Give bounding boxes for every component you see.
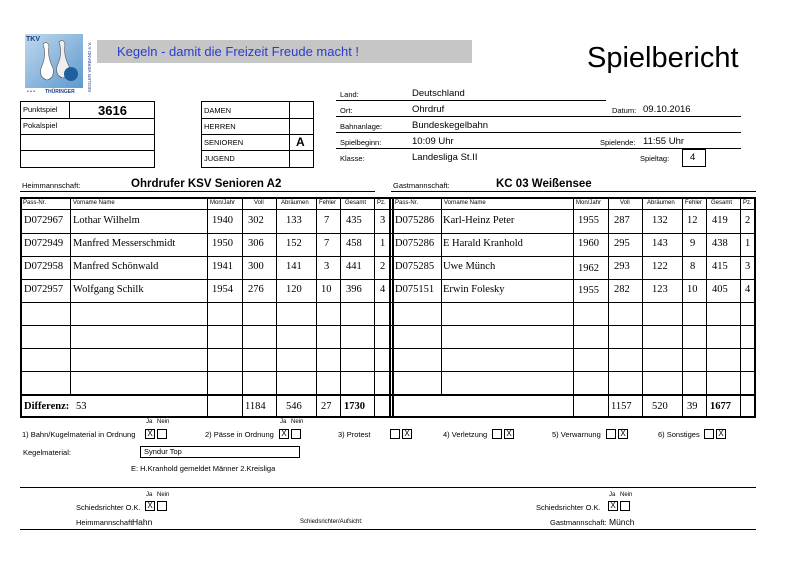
footer-heim-label: Heimmannschaft: bbox=[76, 518, 135, 527]
slogan-text: Kegeln - damit die Freizeit Freude macht ! bbox=[117, 44, 360, 59]
col-abr-guest: Abräumen bbox=[647, 200, 675, 206]
home-player-name: Wolfgang Schilk bbox=[73, 284, 144, 295]
guest-voll: 293 bbox=[614, 261, 630, 272]
col-fehler-guest: Fehler bbox=[685, 200, 703, 206]
guest-year: 1955 bbox=[578, 285, 599, 296]
page-title: Spielbericht bbox=[587, 42, 739, 74]
datum-value: 09.10.2016 bbox=[643, 104, 691, 115]
guest-voll: 282 bbox=[614, 284, 630, 295]
home-abr: 141 bbox=[286, 261, 302, 272]
home-year: 1941 bbox=[212, 261, 233, 272]
guest-pass: D075286 bbox=[395, 238, 435, 249]
home-abr: 120 bbox=[286, 284, 302, 295]
home-fehler: 7 bbox=[324, 215, 330, 226]
guest-team-name: KC 03 Weißensee bbox=[496, 178, 592, 190]
nein-label: Nein bbox=[157, 419, 170, 425]
home-pass: D072949 bbox=[24, 238, 64, 249]
guest-gesamt: 415 bbox=[712, 261, 728, 272]
cat-senioren: SENIOREN bbox=[204, 138, 244, 147]
diff-value: 53 bbox=[76, 401, 87, 412]
home-player-name: Manfred Messerschmidt bbox=[73, 238, 176, 249]
match-type-box bbox=[20, 101, 155, 168]
remark-text: E: H.Kranhold gemeldet Männer 2.Kreisliga bbox=[131, 464, 276, 473]
home-voll: 306 bbox=[248, 238, 264, 249]
nein-label: Nein bbox=[157, 492, 170, 498]
guest-voll: 295 bbox=[614, 238, 630, 249]
col-fehler: Fehler bbox=[319, 200, 337, 206]
logo-graphic bbox=[25, 30, 95, 94]
home-player-name: Manfred Schönwald bbox=[73, 261, 159, 272]
guest-abr: 123 bbox=[652, 284, 668, 295]
home-pass: D072967 bbox=[24, 215, 64, 226]
footer-gast-value: Münch bbox=[609, 517, 635, 527]
sr-ok-home-label: Schiedsrichter O.K. bbox=[76, 503, 141, 512]
punktspiel-value: 3616 bbox=[98, 103, 127, 118]
home-year: 1940 bbox=[212, 215, 233, 226]
col-pass-guest: Pass-Nr. bbox=[395, 200, 419, 206]
col-abr: Abräumen bbox=[281, 200, 309, 206]
material-field bbox=[140, 446, 300, 458]
home-fehler: 3 bbox=[324, 261, 330, 272]
col-name: Vorname Name bbox=[73, 200, 115, 206]
ende-label: Spielende: bbox=[600, 138, 636, 147]
spieltag-value: 4 bbox=[690, 152, 696, 163]
home-pz: 4 bbox=[380, 284, 386, 295]
guest-pass: D075285 bbox=[395, 261, 435, 272]
sr-ok-guest-label: Schiedsrichter O.K. bbox=[536, 503, 601, 512]
nein-label: Nein bbox=[620, 492, 633, 498]
home-total-voll: 1184 bbox=[245, 401, 266, 412]
guest-total-fehler: 39 bbox=[687, 401, 698, 412]
guest-voll: 287 bbox=[614, 215, 630, 226]
guest-total-abr: 520 bbox=[652, 401, 668, 412]
ja-label: Ja bbox=[280, 419, 287, 425]
col-voll-guest: Voll bbox=[620, 200, 630, 206]
punktspiel-label: Punktspiel bbox=[23, 105, 58, 114]
guest-year: 1962 bbox=[578, 263, 599, 274]
guest-year: 1960 bbox=[578, 238, 599, 249]
check-bahn-ja[interactable]: X bbox=[145, 429, 155, 439]
col-pass: Pass-Nr. bbox=[23, 200, 47, 206]
col-pz: Pz. bbox=[377, 200, 386, 206]
col-gesamt-guest: Gesamt bbox=[711, 200, 733, 206]
bahn-value: Bundeskegelbahn bbox=[412, 120, 489, 131]
category-box bbox=[201, 101, 314, 168]
klasse-label: Klasse: bbox=[340, 154, 365, 163]
svg-text:• • •: • • • bbox=[27, 89, 36, 94]
home-gesamt: 396 bbox=[346, 284, 362, 295]
guest-fehler: 10 bbox=[687, 284, 698, 295]
guest-total-gesamt: 1677 bbox=[710, 401, 731, 412]
material-label: Kegelmaterial: bbox=[23, 448, 71, 457]
home-voll: 300 bbox=[248, 261, 264, 272]
home-pass: D072957 bbox=[24, 284, 64, 295]
logo-text: TKV bbox=[26, 36, 40, 43]
guest-fehler: 9 bbox=[690, 238, 696, 249]
home-year: 1954 bbox=[212, 284, 233, 295]
land-label: Land: bbox=[340, 90, 359, 99]
home-pz: 2 bbox=[380, 261, 386, 272]
home-total-abr: 546 bbox=[286, 401, 302, 412]
logo-side: KEGLER VERBAND e.V. bbox=[87, 41, 92, 92]
guest-team-label: Gastmannschaft: bbox=[393, 181, 450, 190]
home-pz: 1 bbox=[380, 238, 386, 249]
guest-pz: 1 bbox=[745, 238, 751, 249]
check-verletzung-nein[interactable]: X bbox=[504, 429, 514, 439]
home-voll: 302 bbox=[248, 215, 264, 226]
checks-row bbox=[20, 421, 760, 443]
col-voll: Voll bbox=[254, 200, 264, 206]
guest-abr: 143 bbox=[652, 238, 668, 249]
datum-label: Datum: bbox=[612, 106, 637, 115]
guest-abr: 132 bbox=[652, 215, 668, 226]
ende-value: 11:55 Uhr bbox=[643, 136, 685, 147]
check-sonstiges-label: 6) Sonstiges bbox=[658, 430, 700, 439]
guest-total-voll: 1157 bbox=[611, 401, 632, 412]
guest-gesamt: 438 bbox=[712, 238, 728, 249]
spieltag-box bbox=[682, 149, 706, 167]
cat-senioren-mark: A bbox=[296, 135, 305, 149]
home-team-name: Ohrdrufer KSV Senioren A2 bbox=[131, 178, 282, 190]
guest-player-name: E Harald Kranhold bbox=[443, 238, 523, 249]
match-info bbox=[336, 85, 756, 170]
tkv-logo bbox=[25, 30, 95, 94]
check-sonstiges-nein[interactable]: X bbox=[716, 429, 726, 439]
check-paesse-nein[interactable] bbox=[291, 429, 301, 439]
sr-ok-home-ja[interactable]: X bbox=[145, 501, 155, 511]
home-gesamt: 435 bbox=[346, 215, 362, 226]
sr-ok-home-nein[interactable] bbox=[157, 501, 167, 511]
guest-year: 1955 bbox=[578, 215, 599, 226]
cat-jugend: JUGEND bbox=[204, 154, 235, 163]
check-verletzung-label: 4) Verletzung bbox=[443, 430, 488, 439]
home-abr: 133 bbox=[286, 215, 302, 226]
guest-gesamt: 419 bbox=[712, 215, 728, 226]
check-verwarnung-ja[interactable] bbox=[606, 429, 616, 439]
col-jahr-guest: Mon/Jahr bbox=[576, 200, 602, 206]
home-gesamt: 441 bbox=[346, 261, 362, 272]
spieltag-label: Spieltag: bbox=[640, 154, 670, 163]
sr-ok-guest-nein[interactable] bbox=[620, 501, 630, 511]
col-pz-guest: Pz. bbox=[743, 200, 752, 206]
check-protest-label: 3) Protest bbox=[338, 430, 371, 439]
slogan-banner bbox=[97, 40, 472, 63]
beginn-label: Spielbeginn: bbox=[340, 138, 382, 147]
check-protest-nein[interactable]: X bbox=[402, 429, 412, 439]
sr-ok-guest-ja[interactable]: X bbox=[608, 501, 618, 511]
check-bahn-label: 1) Bahn/Kugelmaterial in Ordnung bbox=[22, 430, 136, 439]
check-paesse-ja[interactable]: X bbox=[279, 429, 289, 439]
guest-pass: D075151 bbox=[395, 284, 435, 295]
home-pass: D072958 bbox=[24, 261, 64, 272]
col-gesamt: Gesamt bbox=[345, 200, 367, 206]
pokalspiel-label: Pokalspiel bbox=[23, 121, 58, 130]
home-total-fehler: 27 bbox=[321, 401, 332, 412]
guest-player-name: Uwe Münch bbox=[443, 261, 496, 272]
guest-gesamt: 405 bbox=[712, 284, 728, 295]
beginn-value: 10:09 Uhr bbox=[412, 136, 454, 147]
guest-fehler: 8 bbox=[690, 261, 696, 272]
guest-pass: D075286 bbox=[395, 215, 435, 226]
footer-sr-label: Schiedsrichter/Aufsicht: bbox=[300, 519, 363, 525]
diff-label: Differenz: bbox=[24, 401, 70, 412]
klasse-value: Landesliga St.II bbox=[412, 152, 478, 163]
guest-abr: 122 bbox=[652, 261, 668, 272]
col-jahr: Mon/Jahr bbox=[210, 200, 236, 206]
home-year: 1950 bbox=[212, 238, 233, 249]
home-total-gesamt: 1730 bbox=[344, 401, 365, 412]
home-gesamt: 458 bbox=[346, 238, 362, 249]
cat-herren: HERREN bbox=[204, 122, 236, 131]
guest-player-name: Karl-Heinz Peter bbox=[443, 215, 515, 226]
home-pz: 3 bbox=[380, 215, 386, 226]
guest-player-name: Erwin Folesky bbox=[443, 284, 505, 295]
home-fehler: 10 bbox=[321, 284, 332, 295]
cat-damen: DAMEN bbox=[204, 106, 232, 115]
col-name-guest: Vorname Name bbox=[444, 200, 486, 206]
check-verletzung-ja[interactable] bbox=[492, 429, 502, 439]
home-abr: 152 bbox=[286, 238, 302, 249]
ja-label: Ja bbox=[146, 492, 153, 498]
score-table bbox=[20, 197, 756, 418]
home-fehler: 7 bbox=[324, 238, 330, 249]
logo-sub: THÜRINGER bbox=[45, 89, 75, 94]
home-voll: 276 bbox=[248, 284, 264, 295]
check-verwarnung-label: 5) Verwarnung bbox=[552, 430, 601, 439]
material-value: Syndur Top bbox=[144, 447, 182, 456]
check-protest-ja[interactable] bbox=[390, 429, 400, 439]
home-player-name: Lothar Wilhelm bbox=[73, 215, 140, 226]
check-bahn-nein[interactable] bbox=[157, 429, 167, 439]
bahn-label: Bahnanlage: bbox=[340, 122, 383, 131]
footer-gast-label: Gastmannschaft: bbox=[550, 518, 607, 527]
guest-fehler: 12 bbox=[687, 215, 698, 226]
ort-label: Ort: bbox=[340, 106, 353, 115]
guest-pz: 3 bbox=[745, 261, 751, 272]
check-sonstiges-ja[interactable] bbox=[704, 429, 714, 439]
nein-label: Nein bbox=[291, 419, 304, 425]
footer-heim-value: Hahn bbox=[132, 517, 153, 527]
check-paesse-label: 2) Pässe in Ordnung bbox=[205, 430, 274, 439]
home-team-label: Heimmannschaft: bbox=[22, 181, 81, 190]
land-value: Deutschland bbox=[412, 88, 465, 99]
guest-pz: 2 bbox=[745, 215, 751, 226]
ort-value: Ohrdruf bbox=[412, 104, 445, 115]
ja-label: Ja bbox=[146, 419, 153, 425]
guest-pz: 4 bbox=[745, 284, 751, 295]
check-verwarnung-nein[interactable]: X bbox=[618, 429, 628, 439]
ja-label: Ja bbox=[609, 492, 616, 498]
